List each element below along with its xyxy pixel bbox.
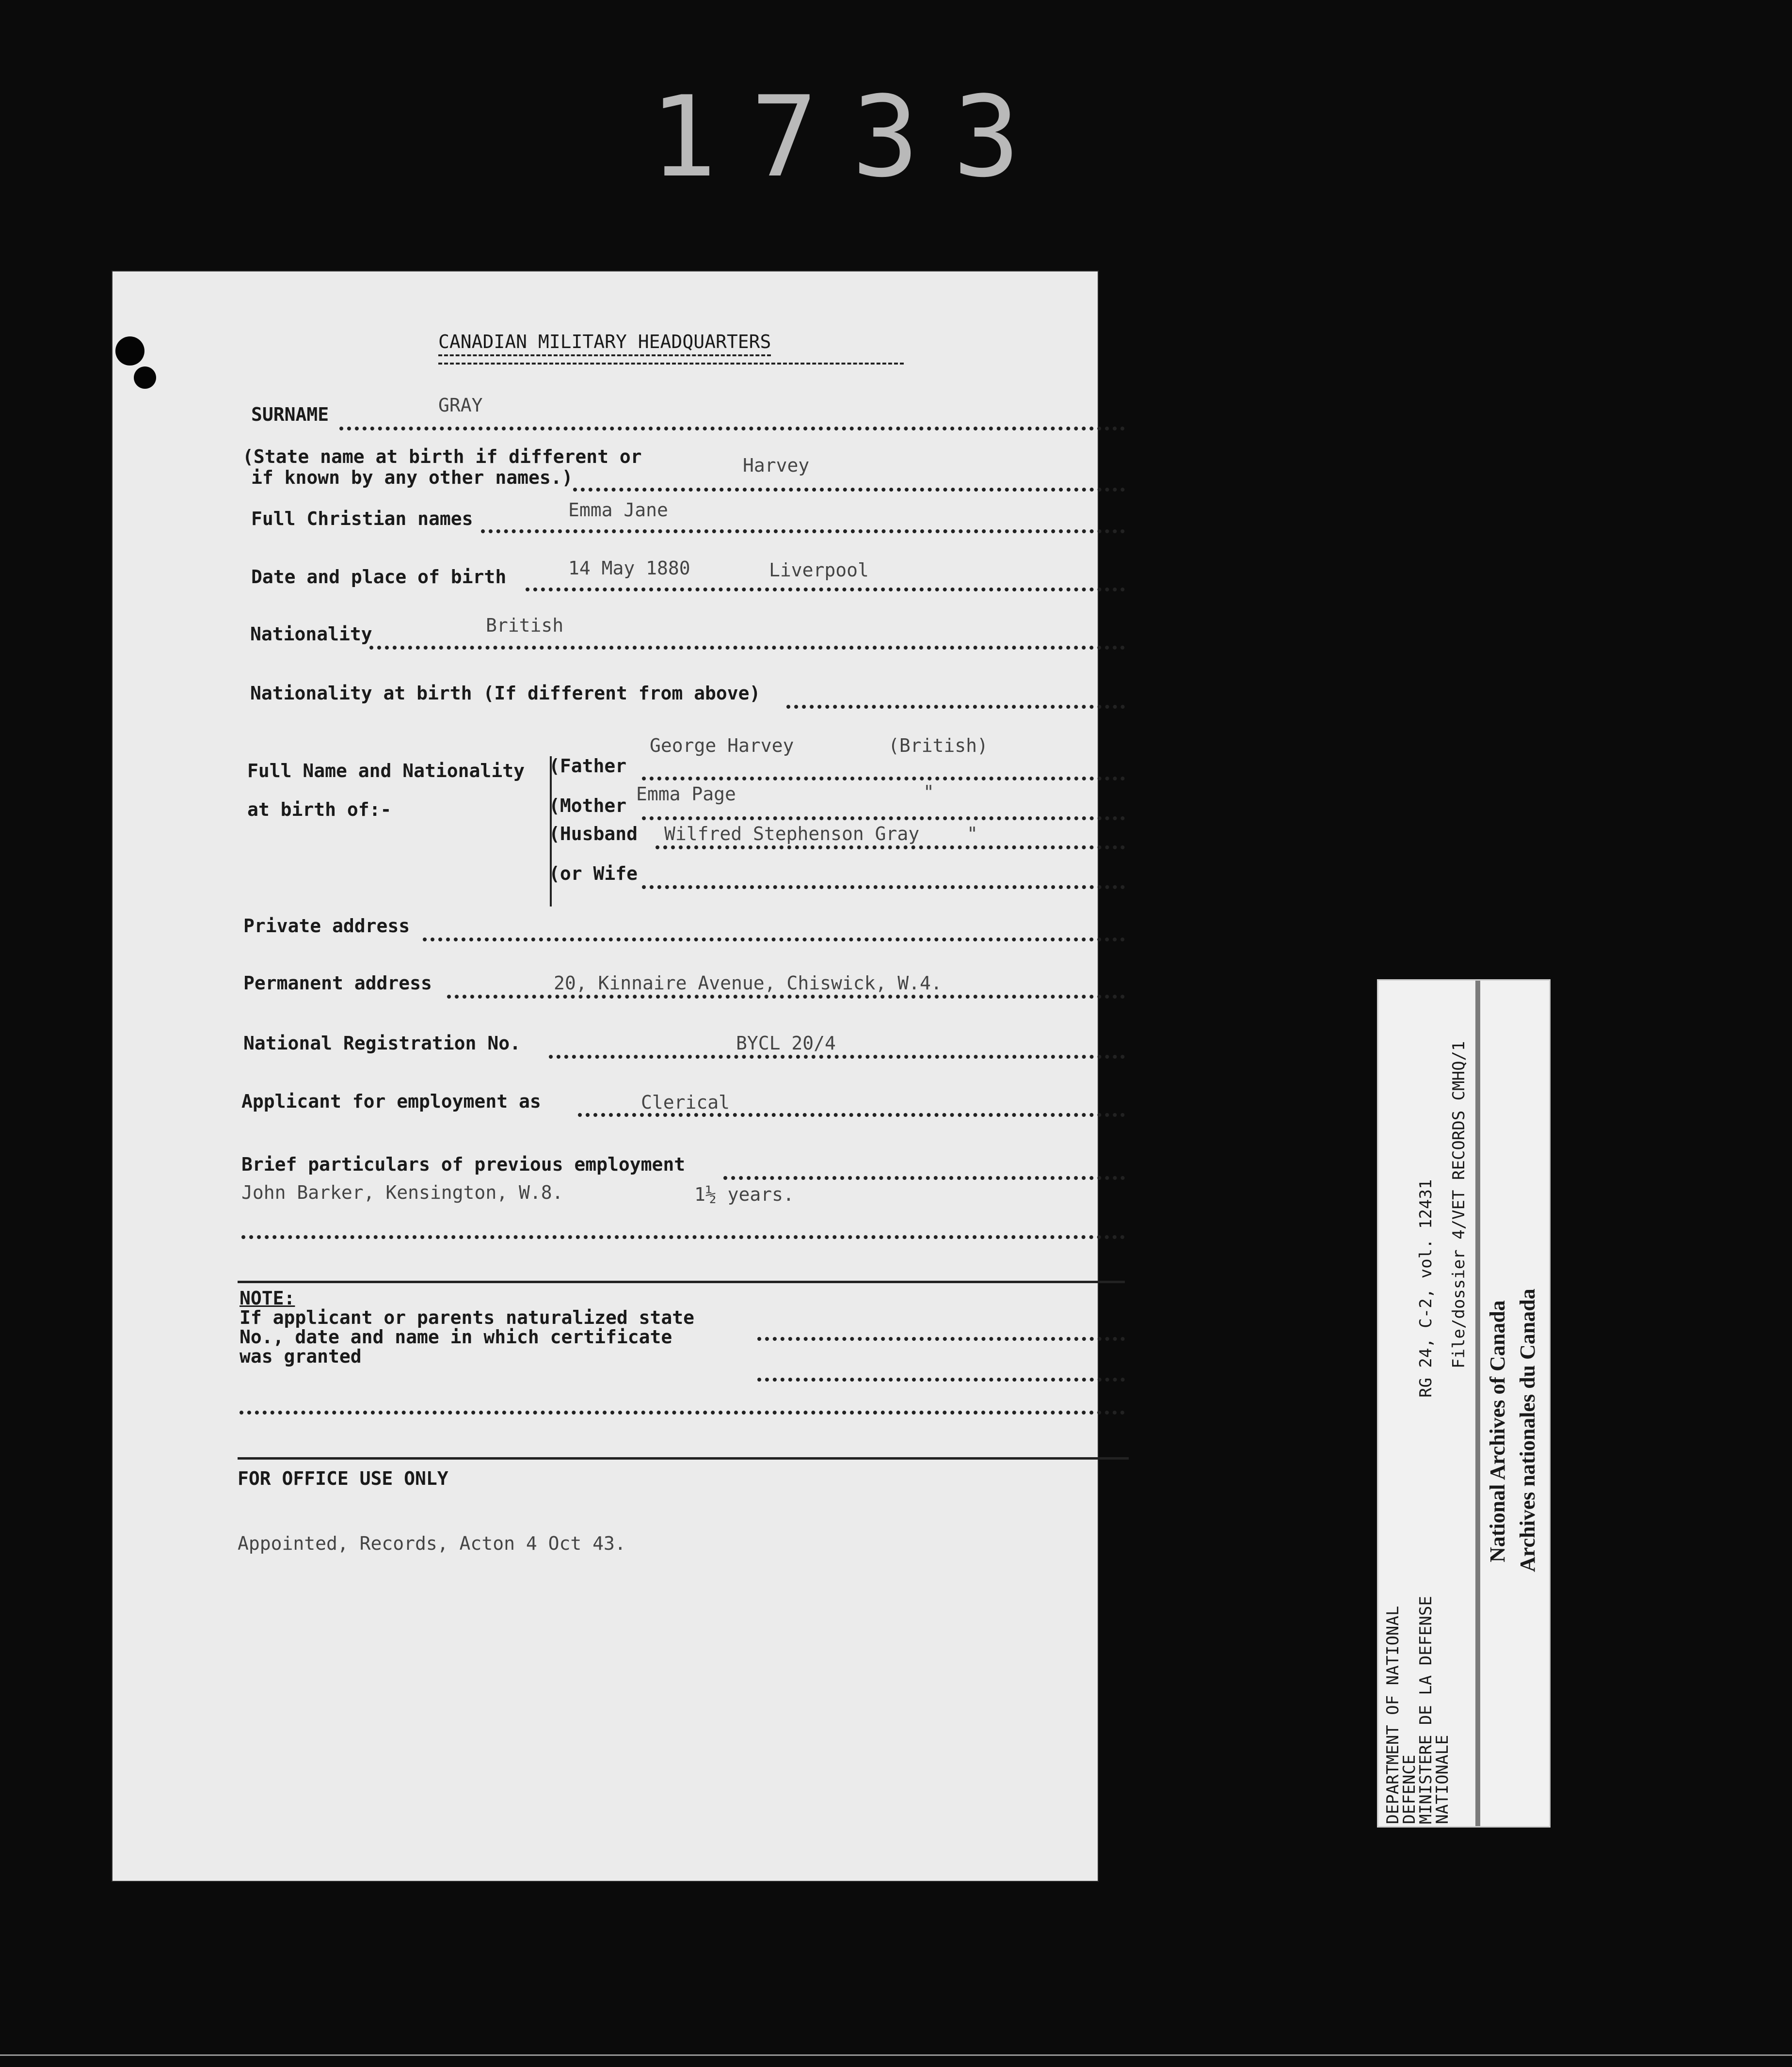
- registration-label: National Registration No.: [243, 1033, 521, 1054]
- film-frame-number: 1733: [650, 73, 1054, 202]
- surname-line: [339, 427, 1125, 430]
- previous-employment-label: Brief particulars of previous employment: [241, 1154, 686, 1175]
- surname-label: SURNAME: [251, 404, 329, 425]
- note-line-3: was granted: [240, 1346, 362, 1367]
- mother-value: Emma Page: [636, 783, 736, 805]
- employment-label: Applicant for employment as: [241, 1091, 541, 1112]
- note-line-2: No., date and name in which certificate: [240, 1326, 672, 1348]
- nationality-at-birth-label: Nationality at birth (If different from above): [250, 683, 761, 704]
- father-line: [642, 777, 1125, 780]
- nationality-at-birth-line: [786, 705, 1125, 709]
- stamp-department-line-2: DEFENCE: [1400, 1754, 1419, 1824]
- father-nationality: (British): [888, 735, 988, 756]
- birth-label: Date and place of birth: [251, 566, 507, 588]
- permanent-address-label: Permanent address: [243, 972, 432, 994]
- nationality-line: [369, 646, 1125, 650]
- nationality-label: Nationality: [250, 623, 372, 645]
- stamp-file: File/dossier 4/VET RECORDS CMHQ/1: [1449, 1041, 1469, 1368]
- christian-names-value: Emma Jane: [568, 499, 668, 521]
- separator-rule-2: [238, 1457, 1129, 1460]
- stamp-divider: [1475, 981, 1480, 1826]
- birth-place-value: Liverpool: [769, 559, 869, 581]
- note-line-b: [757, 1378, 1125, 1382]
- note-title: NOTE:: [240, 1288, 295, 1309]
- husband-label: (Husband: [549, 823, 638, 844]
- punch-hole: [115, 336, 144, 366]
- stamp-department-line-3: MINISTERE DE LA DEFENSE: [1416, 1596, 1436, 1824]
- previous-employment-line-1: [723, 1176, 1125, 1180]
- nationality-value: British: [486, 615, 564, 636]
- separator-rule: [238, 1281, 1125, 1283]
- wife-label: (or Wife: [549, 863, 638, 884]
- birth-line: [526, 588, 1125, 591]
- registration-value: BYCL 20/4: [736, 1033, 836, 1054]
- note-line-a: [757, 1337, 1125, 1341]
- mother-line: [642, 816, 1125, 820]
- previous-employment-line-2: [241, 1235, 1125, 1239]
- stamp-reference: RG 24, C-2, vol. 12431: [1416, 1179, 1436, 1398]
- husband-nationality: ": [967, 823, 978, 844]
- parents-label-2: at birth of:-: [247, 799, 392, 820]
- application-form: [112, 271, 1098, 1881]
- note-line-1: If applicant or parents naturalized state: [240, 1307, 694, 1328]
- parents-label: Full Name and Nationality: [247, 760, 525, 781]
- permanent-address-line: [447, 995, 1125, 999]
- father-label: (Father: [549, 755, 627, 777]
- stamp-department-line-1: DEPARTMENT OF NATIONAL: [1383, 1606, 1403, 1824]
- birth-name-value: Harvey: [743, 455, 810, 476]
- film-edge: [0, 2054, 1792, 2056]
- stamp-archives-en: National Archives of Canada: [1486, 1300, 1509, 1562]
- note-line-c: [240, 1411, 1125, 1415]
- registration-line: [549, 1055, 1125, 1059]
- father-value: George Harvey: [650, 735, 794, 756]
- form-heading: CANADIAN MILITARY HEADQUARTERS: [438, 331, 771, 352]
- employment-value: Clerical: [641, 1092, 730, 1113]
- heading-underline: [438, 363, 904, 365]
- office-use-label: FOR OFFICE USE ONLY: [238, 1468, 448, 1489]
- wife-line: [642, 885, 1125, 889]
- birth-name-line: [573, 488, 1125, 492]
- punch-hole: [134, 366, 156, 389]
- archive-stamp: [1377, 979, 1551, 1828]
- husband-line: [656, 845, 1125, 849]
- surname-value: GRAY: [438, 395, 483, 416]
- christian-names-label: Full Christian names: [251, 508, 473, 529]
- birth-date-value: 14 May 1880: [568, 557, 690, 579]
- office-use-value: Appointed, Records, Acton 4 Oct 43.: [238, 1533, 626, 1554]
- husband-value: Wilfred Stephenson Gray: [664, 823, 920, 844]
- previous-employment-value: John Barker, Kensington, W.8.: [241, 1182, 563, 1203]
- employment-line: [578, 1113, 1125, 1117]
- stamp-archives-fr: Archives nationales du Canada: [1516, 1288, 1539, 1572]
- private-address-label: Private address: [243, 915, 410, 937]
- stamp-department-line-4: NATIONALE: [1433, 1734, 1452, 1824]
- mother-nationality: ": [923, 781, 934, 803]
- mother-label: (Mother: [549, 795, 627, 816]
- private-address-line: [423, 938, 1125, 941]
- birth-name-label: (State name at birth if different or: [242, 446, 642, 467]
- christian-names-line: [481, 529, 1125, 533]
- birth-name-label-2: if known by any other names.): [251, 467, 573, 488]
- permanent-address-value: 20, Kinnaire Avenue, Chiswick, W.4.: [554, 972, 942, 994]
- previous-employment-duration: 1½ years.: [694, 1184, 794, 1205]
